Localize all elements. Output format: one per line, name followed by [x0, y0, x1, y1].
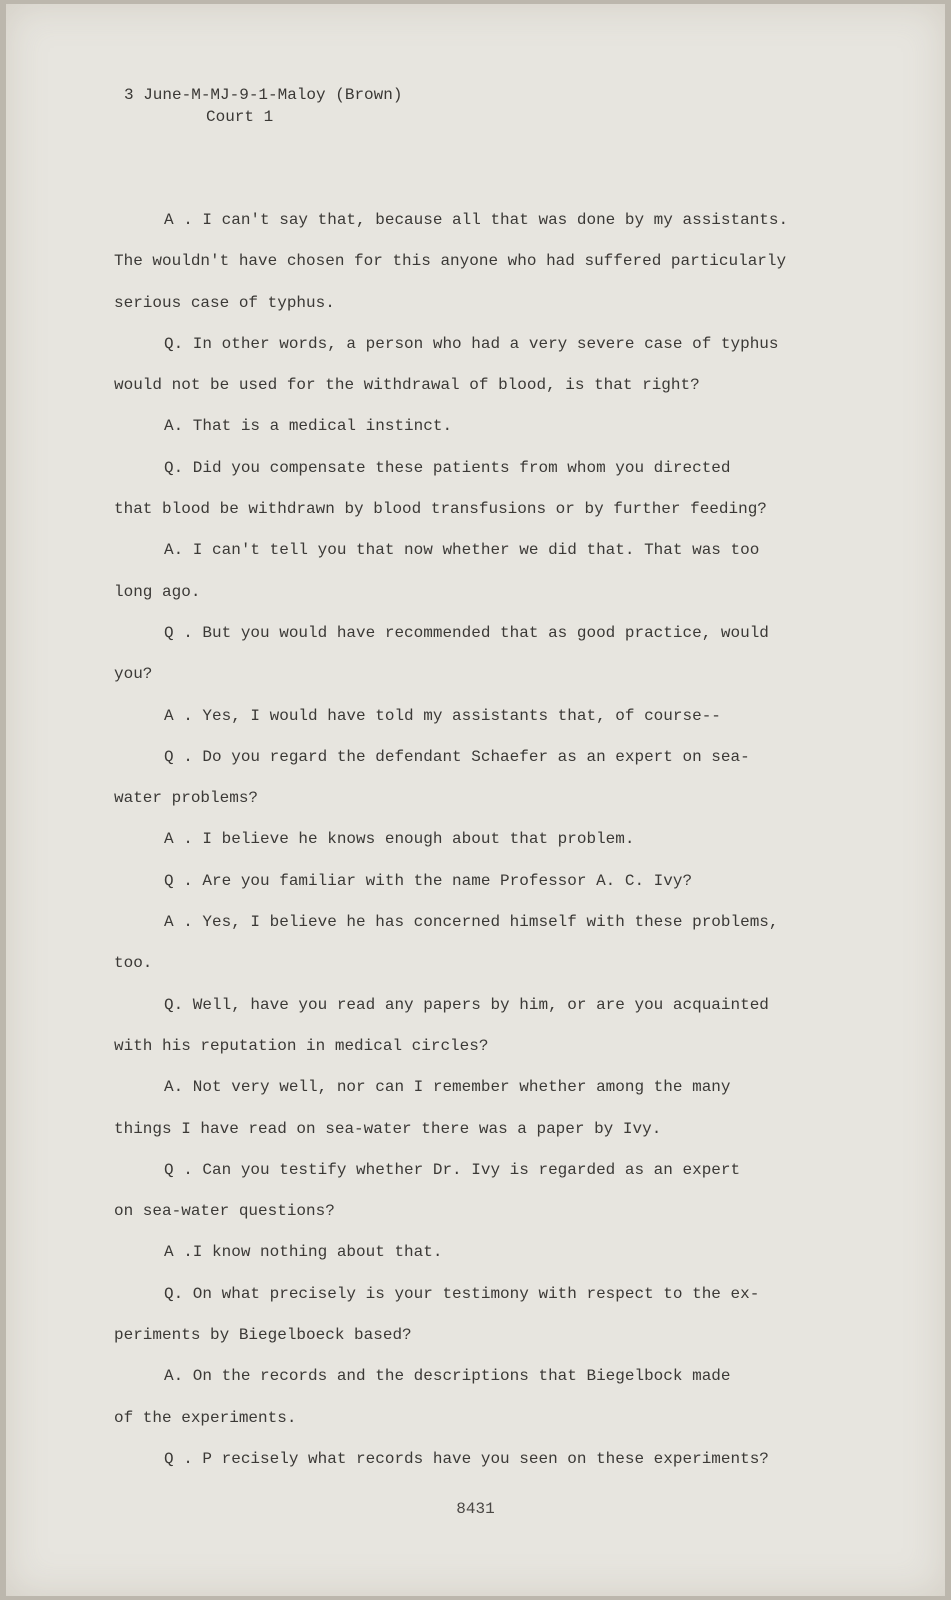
page-number: 8431 — [456, 1500, 495, 1518]
transcript-line: Q . P recisely what records have you seen on these experiments? — [164, 1449, 769, 1468]
transcript-body — [114, 200, 849, 1480]
transcript-line: long ago. — [114, 582, 201, 601]
transcript-line: Q. Did you compensate these patients from whom you directed — [164, 458, 731, 477]
transcript-line: A . I believe he knows enough about that problem. — [164, 830, 635, 849]
transcript-line: would not be used for the withdrawal of blood, is that right? — [114, 376, 700, 395]
transcript-line: on sea-water questions? — [114, 1202, 335, 1221]
transcript-line: A . I can't say that, because all that was done by my assistants. — [164, 211, 789, 229]
transcript-line: A .I know nothing about that. — [164, 1243, 443, 1262]
document-page — [6, 4, 945, 1596]
transcript-line: A . Yes, I believe he has concerned himself with these problems, — [164, 913, 779, 932]
transcript-line: Q. Well, have you read any papers by him, or are you acquainted — [164, 995, 769, 1014]
transcript-line: A . Yes, I would have told my assistants that, of course-- — [164, 706, 721, 725]
transcript-line: things I have read on sea-water there was a paper by Ivy. — [114, 1119, 662, 1138]
transcript-line: too. — [114, 954, 153, 973]
transcript-line: A. Not very well, nor can I remember whether among the many — [164, 1078, 731, 1097]
transcript-line: A. I can't tell you that now whether we did that. That was too — [164, 541, 760, 560]
transcript-line: Q. On what precisely is your testimony with respect to the ex- — [164, 1284, 760, 1303]
transcript-line: A. That is a medical instinct. — [164, 417, 453, 436]
transcript-line: The wouldn't have chosen for this anyone who had suffered particularly — [114, 252, 787, 271]
header-line-1: 3 June-M-MJ-9-1-Maloy (Brown) — [124, 86, 403, 104]
page-header — [124, 84, 402, 128]
transcript-line: of the experiments. — [114, 1408, 297, 1427]
header-line-2: Court 1 — [206, 108, 274, 126]
transcript-line: A. On the records and the descriptions that Biegelbock made — [164, 1367, 731, 1386]
transcript-line: Q . Are you familiar with the name Professor A. C. Ivy? — [164, 871, 693, 890]
transcript-line: Q . Do you regard the defendant Schaefer as an expert on sea- — [164, 747, 750, 766]
transcript-line: Q. In other words, a person who had a very severe case of typhus — [164, 334, 779, 353]
transcript-line: periments by Biegelboeck based? — [114, 1326, 412, 1345]
transcript-line: you? — [114, 665, 153, 684]
transcript-line: water problems? — [114, 789, 259, 808]
transcript-line: Q . But you would have recommended that as good practice, would — [164, 623, 769, 642]
transcript-line: Q . Can you testify whether Dr. Ivy is regarded as an expert — [164, 1160, 741, 1179]
transcript-line: serious case of typhus. — [114, 293, 335, 312]
transcript-line: with his reputation in medical circles? — [114, 1036, 489, 1055]
transcript-line: that blood be withdrawn by blood transfusions or by further feeding? — [114, 500, 767, 519]
